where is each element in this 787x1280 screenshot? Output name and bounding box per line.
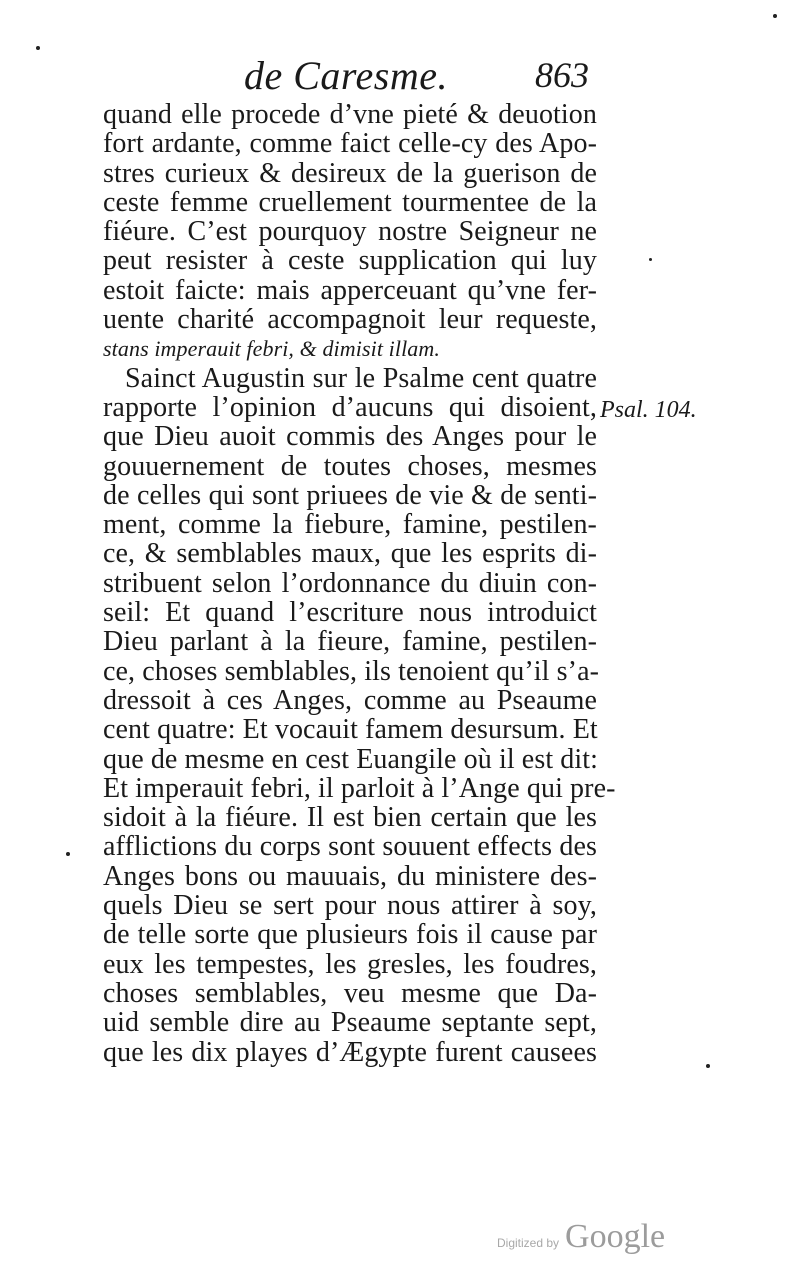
text-line: Dieu parlant à la fieure, famine, pestilen- [103, 626, 597, 658]
marginal-note: Psal. 104. [600, 397, 697, 423]
google-logo: Google [565, 1218, 666, 1255]
text-line: seil: Et quand l’escriture nous introduict [103, 597, 597, 629]
text-line: fiéure. C’est pourquoy nostre Seigneur ne [103, 216, 597, 248]
text-line: rapporte l’opinion d’aucuns qui disoient, [103, 391, 597, 423]
text-line: gouuernement de toutes choses, mesmes [103, 450, 597, 482]
text-line: Et imperauit febri, il parloit à l’Ange qui pre- [103, 772, 616, 804]
running-title: de Caresme. [244, 53, 448, 98]
digitized-watermark [497, 1218, 665, 1256]
text-line: sidoit à la fiéure. Il est bien certain que les [103, 802, 597, 834]
text-line: ceste femme cruellement tourmentee de la [103, 186, 597, 218]
text-line: quels Dieu se sert pour nous attirer à soy, [103, 890, 597, 922]
ink-speck [773, 14, 777, 18]
ink-speck [66, 852, 70, 856]
text-line: uid semble dire au Pseaume septante sept, [103, 1007, 597, 1039]
text-line: Anges bons ou mauuais, du ministere des- [103, 860, 597, 892]
ink-speck [706, 1064, 710, 1068]
text-line: stribuent selon l’ordonnance du diuin con- [103, 567, 597, 599]
text-line: cent quatre: Et vocauit famem desursum. Et [103, 714, 598, 746]
paragraph-start-line: Sainct Augustin sur le Psalme cent quatre [125, 362, 597, 394]
ink-speck [36, 46, 40, 50]
text-line: que les dix playes d’Ægypte furent causees [103, 1036, 597, 1068]
text-line: uente charité accompagnoit leur requeste, [103, 304, 597, 336]
text-line: dressoit à ces Anges, comme au Pseaume [103, 684, 597, 716]
text-line: que de mesme en cest Euangile où il est dit: [103, 743, 599, 775]
watermark-prefix: Digitized by [497, 1236, 560, 1250]
text-line: ce, choses semblables, ils tenoient qu’il s’a- [103, 655, 600, 687]
text-line: choses semblables, veu mesme que Da- [103, 977, 597, 1009]
text-line: eux les tempestes, les gresles, les foudres, [103, 948, 597, 980]
text-line: que Dieu auoit commis des Anges pour le [103, 421, 597, 453]
ink-speck [649, 258, 652, 261]
page-number: 863 [535, 55, 589, 95]
text-line: de celles qui sont priuees de vie & de senti- [103, 479, 597, 511]
text-line: fort ardante, comme faict celle-cy des Apo- [103, 128, 597, 160]
text-line: ce, & semblables maux, que les esprits di- [103, 538, 597, 570]
body-text [103, 99, 616, 1068]
latin-quote-line: stans imperauit febri, & dimisit illam. [103, 336, 440, 362]
text-line: ment, comme la fiebure, famine, pestilen- [103, 509, 597, 541]
text-line: peut resister à ceste supplication qui luy [103, 245, 597, 277]
text-line: stres curieux & desireux de la guerison de [103, 157, 597, 189]
text-line: quand elle procede d’vne pieté & deuotion [103, 99, 597, 130]
text-line: estoit faicte: mais apperceuant qu’vne fer- [103, 274, 597, 306]
text-line: de telle sorte que plusieurs fois il cause par [103, 919, 597, 951]
text-line: afflictions du corps sont souuent effects des [103, 831, 597, 863]
